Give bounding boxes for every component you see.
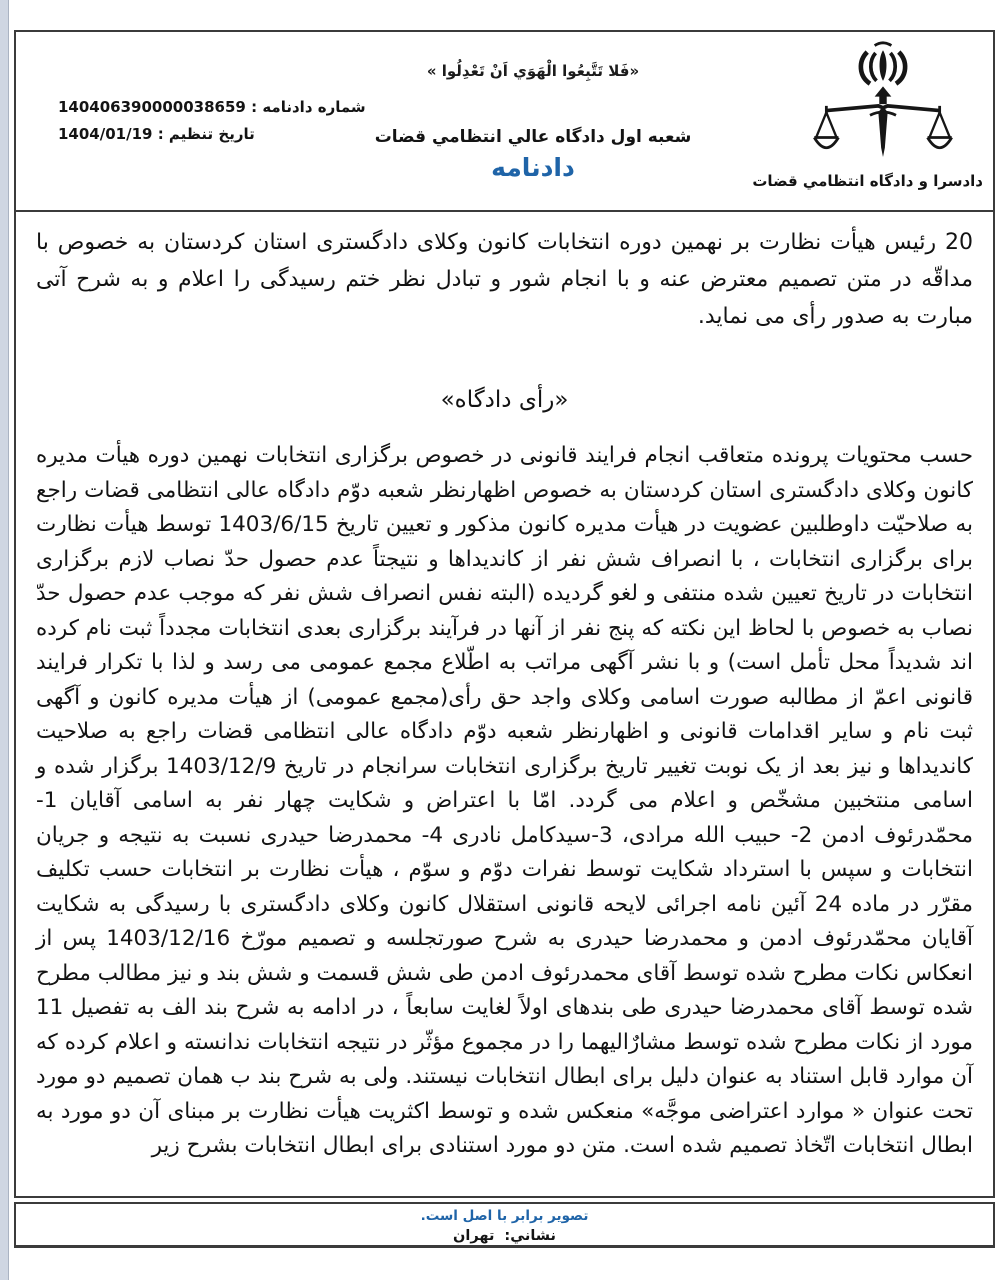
certification-footer — [14, 1202, 995, 1248]
letterhead — [14, 30, 995, 212]
document-type-title: دادنامه — [491, 153, 575, 182]
address-label: نشاني: — [504, 1228, 556, 1244]
case-number-line — [58, 94, 398, 121]
date-line — [58, 121, 398, 148]
judiciary-logo — [752, 40, 983, 190]
address-line — [16, 1226, 993, 1246]
case-number-value: 140406390000038659 — [58, 98, 246, 116]
verdict-paragraph: حسب محتویات پرونده متعاقب انجام فرایند قانونی در خصوص برگزاری انتخابات نهمین دوره هیأت مدیره کانون وکلای دادگستری استان کردستان به خصوص اظهارنظر شعبه دوّم دادگاه عالی انتظامی قضات راجع به صلاحیّت داوطلبین عضویت در هیأت مدیره کانون مذکور و تعیین تاریخ 1403/6/15 توسط هیأت نظارت برای برگزاری انتخابات ، با انصراف شش نفر از کاندیداها و نتیجتاً عدم حصول حدّ نصاب لازم برگزاری انتخابات در تاریخ تعیین شده منتفی و لغو گردیده (البته نفس انصراف شش نفر که موجب عدم حصول حدّ نصاب به خصوص با لحاظ این نکته که پنج نفر از آنها در فرآیند برگزاری بعدی انتخابات مجدداً ثبت نام کرده اند شدیداً محل تأمل است) و با نشر آگهی مراتب به اطّلاع مجمع عمومی می رسد و لذا با تکرار فرایند قانونی اعمّ از مطالبه صورت اسامی وکلای واجد حق رأی(مجمع عمومی) از هیأت مدیره کانون و آگهی ثبت نام و سایر اقدامات قانونی و اظهارنظر شعبه دوّم دادگاه عالی انتظامی قضات راجع به صلاحیت کاندیداها و نیز بعد از یک نوبت تغییر تاریخ برگزاری انتخابات سرانجام در تاریخ 1403/12/9 برگزار شده و اسامی منتخبین مشخّص و اعلام می گردد. امّا با اعتراض و شکایت چهار نفر به اسامی آقایان 1- محمّدرئوف ادمن 2- حبیب الله مرادی، 3-سیدکامل نادری 4- محمدرضا حیدری نسبت به نتیجه و جریان انتخابات و سپس با استرداد شکایت توسط نفرات دوّم و سوّم ، هیأت نظارت بر انتخابات حسب تکلیف مقرّر در ماده 24 آئین نامه اجرائی لایحه قانونی استقلال کانون وکلای دادگستری با رسیدگی به شکایت آقایان محمّدرئوف ادمن و محمدرضا حیدری به شرح صورتجلسه و تصمیم مورّخ 1403/12/16 پس از انعکاس نکات مطرح شده توسط آقای محمدرئوف ادمن طی شش قسمت و شش بند و نیز مطالب مطرح شده توسط آقای محمدرضا حیدری طی بندهای اولاً لغایت سابعاً ، در ادامه به شرح بند الف به تفصیل 11 مورد از نکات مطرح شده توسط مشارٌالیهما را در مجموع مؤثّر در نتیجه انتخابات ندانسته و اعلام کرده که آن موارد قابل استناد به عنوان دلیل برای ابطال انتخابات نیستند. ولی به شرح بند ب همان تصمیم دو مورد تحت عنوان « موارد اعتراضی موجَّه» منعکس شده و توسط اکثریت هیأت نظارت بر مبنای آن دو مورد به ابطال انتخابات اتّخاذ تصمیم شده است. متن دو مورد استنادی برای ابطال انتخابات بشرح زیر — [36, 443, 973, 1158]
address-value: تهران — [453, 1228, 495, 1244]
intro-paragraph: 20 رئیس هیأت نظارت بر نهمین دوره انتخابات کانون وکلای دادگستری استان کردستان به خصوص با مداقّه در متن تصمیم معترض عنه و با انجام شور و تبادل نظر ختم رسیدگی را اعلام و به شرح آتی مبارت به صدور رأی می نماید. — [36, 230, 973, 329]
court-branch-title: شعبه اول دادگاه عالي انتظامي قضات — [374, 127, 692, 147]
verdict-heading: «رأی دادگاه» — [440, 387, 569, 413]
judiciary-scales-emblem-icon — [783, 40, 983, 170]
quran-quote: «فَلا تَتَّبِعُوا الْهَوَي اَنْ تَعْدِلُوا » — [426, 62, 640, 80]
document-frame — [14, 30, 995, 1248]
judgment-body — [14, 212, 995, 1198]
scan-left-edge — [0, 0, 9, 1280]
certified-copy-note: تصویر برابر با اصل است. — [420, 1208, 589, 1224]
date-label: تاریخ تنظیم : — [157, 125, 255, 143]
organization-name: دادسرا و دادگاه انتظامي قضات — [752, 172, 983, 190]
date-value: 1404/01/19 — [58, 125, 153, 143]
case-number-label: شماره دادنامه : — [251, 98, 366, 116]
case-meta-block — [58, 94, 398, 148]
